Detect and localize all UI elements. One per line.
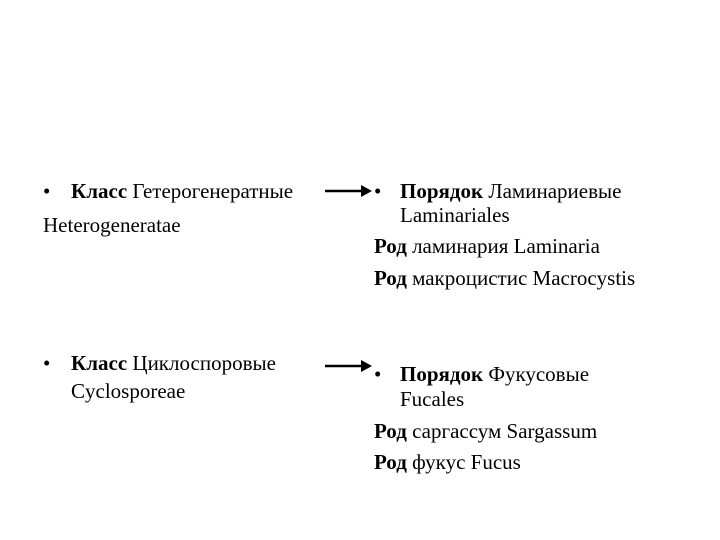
- order-2-label: Порядок: [400, 362, 484, 386]
- order-1-genus-2: [374, 268, 635, 289]
- order-1-name-ru: Ламинариевые: [483, 179, 622, 203]
- arrow-class-2-to-order-2: [325, 358, 373, 374]
- order-2-name-latin: Fucales: [400, 387, 465, 411]
- class-2-name-ru: Циклоспоровые: [127, 351, 276, 375]
- order-1-name-latin: Laminariales: [400, 203, 510, 227]
- genus-label: Род: [374, 266, 407, 290]
- class-1-name-latin: Heterogeneratae: [43, 213, 181, 237]
- class-2-heading: [71, 353, 276, 374]
- arrow-class-1-to-order-1: [325, 183, 373, 199]
- bullet-class-1: •: [43, 179, 51, 203]
- order-2-genus-2: [374, 452, 521, 473]
- order-2-heading: [400, 364, 589, 385]
- genus-name: фукус Fucus: [406, 450, 521, 474]
- order-2-genus-1: [374, 421, 597, 442]
- class-2-label: Класс: [71, 351, 128, 375]
- class-1-name-ru: Гетерогенератные: [127, 179, 294, 203]
- bullet-order-2: •: [374, 362, 382, 386]
- order-2-name-ru: Фукусовые: [483, 362, 590, 386]
- bullet-order-1: •: [374, 179, 382, 203]
- genus-label: Род: [374, 419, 407, 443]
- genus-name: макроцистис Macrocystis: [406, 266, 636, 290]
- bullet-class-2: •: [43, 351, 51, 375]
- genus-name: саргассум Sargassum: [406, 419, 598, 443]
- class-1-heading: [71, 181, 293, 202]
- class-2-name-latin: Cyclosporeae: [71, 379, 186, 403]
- order-1-genus-1: [374, 236, 600, 257]
- genus-label: Род: [374, 234, 407, 258]
- class-1-label: Класс: [71, 179, 128, 203]
- genus-label: Род: [374, 450, 407, 474]
- order-1-label: Порядок: [400, 179, 484, 203]
- order-1-heading: [400, 181, 621, 202]
- genus-name: ламинария Laminaria: [406, 234, 600, 258]
